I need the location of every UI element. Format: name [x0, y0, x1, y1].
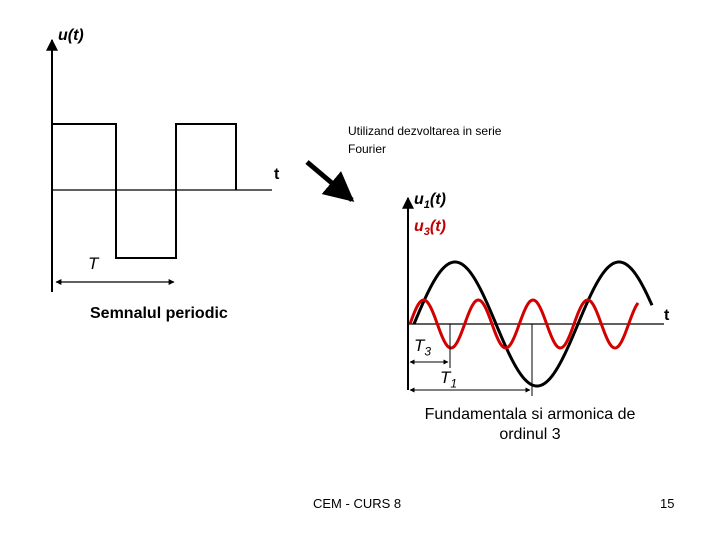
u3-label-main: u — [414, 218, 424, 235]
u3-label-sub: 3 — [423, 226, 430, 239]
harmonics-caption-line2: ordinul 3 — [499, 426, 561, 443]
t3-label — [414, 336, 431, 358]
periodic-signal-caption: Semnalul periodic — [90, 305, 228, 322]
transform-arrow — [307, 162, 352, 200]
y-axis-label-u: u(t) — [58, 27, 84, 44]
t1-label-main: T — [440, 368, 451, 387]
u3-label-tail: (t) — [429, 218, 446, 235]
u3-label — [414, 218, 446, 238]
t1-label — [440, 368, 457, 390]
fourier-note-line1: Utilizand dezvoltarea in serie — [348, 124, 502, 138]
t3-label-main: T — [414, 336, 425, 355]
u1-label-tail: (t) — [429, 191, 446, 208]
period-label: T — [88, 254, 99, 273]
harmonics-caption — [380, 405, 680, 445]
t1-label-sub: 1 — [450, 376, 458, 391]
harmonics-caption-line1: Fundamentala si armonica de — [424, 406, 636, 423]
x-axis-label-t: t — [274, 166, 280, 183]
right-x-axis-label-t: t — [664, 307, 670, 324]
page-number: 15 — [660, 496, 675, 511]
footer-course: CEM - CURS 8 — [313, 496, 402, 511]
t3-label-sub: 3 — [424, 344, 432, 359]
square-wave — [52, 124, 236, 258]
u1-label-sub: 1 — [423, 199, 430, 212]
u1-label — [414, 191, 446, 211]
fourier-note-line2: Fourier — [348, 142, 387, 156]
u1-label-main: u — [414, 191, 424, 208]
